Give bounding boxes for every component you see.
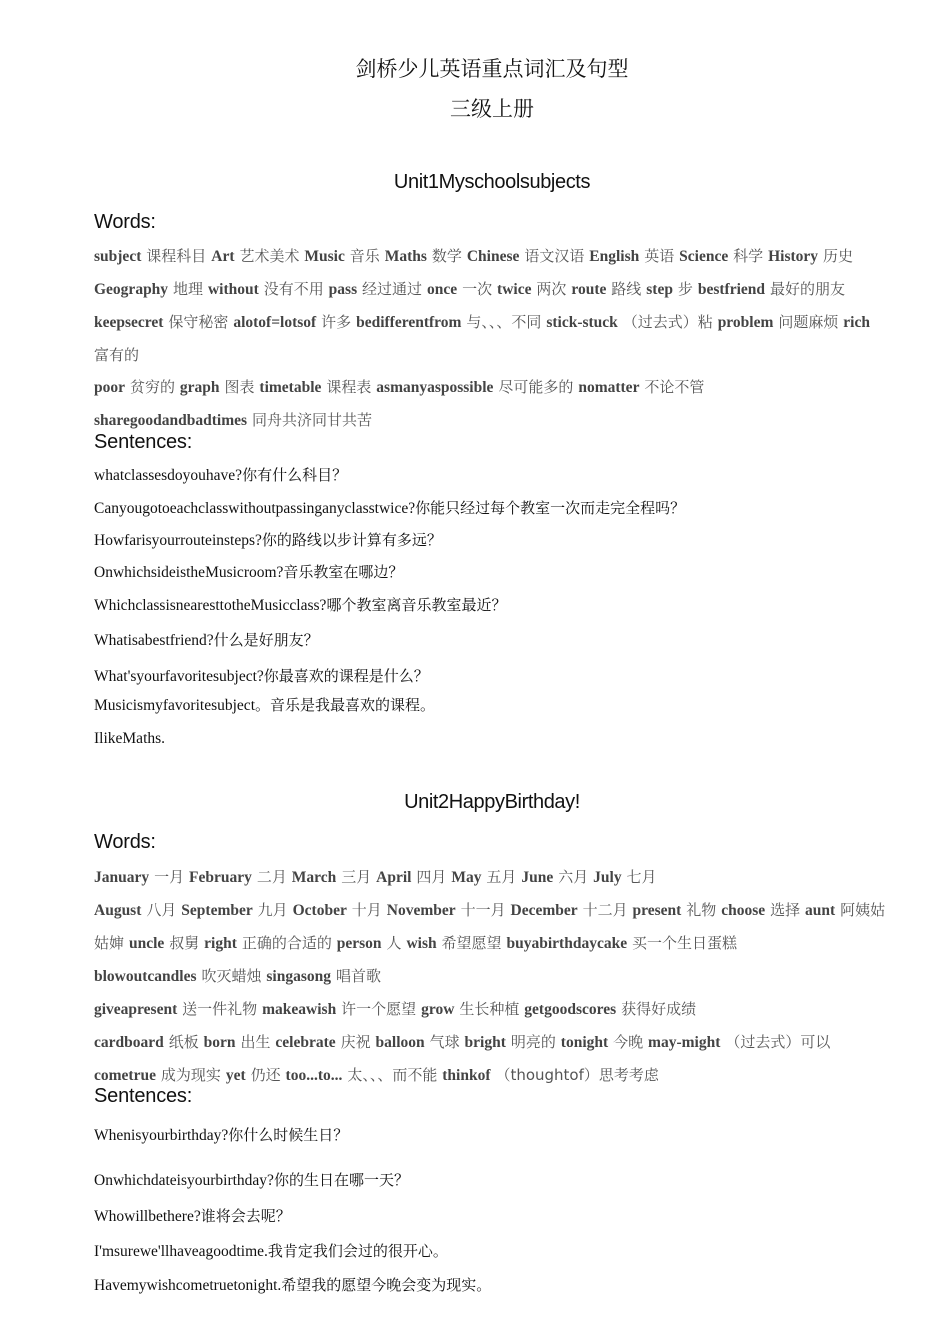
vocab-term: Science [679,248,729,265]
vocab-term: Chinese [466,248,520,265]
vocab-term: July [593,869,622,886]
vocab-meaning: 同舟共济同甘共苦 [251,411,372,429]
vocab-term: twice [497,281,532,298]
unit1-word-list [94,240,886,437]
vocab-term: Art [211,248,235,265]
vocab-meaning: 正确的合适的 [241,934,332,952]
vocab-term: rich [843,314,870,331]
vocab-meaning: 音乐 [349,247,380,265]
sentence-english: Canyougotoeachclasswithoutpassinganyclasstwice? [94,500,416,517]
vocab-meaning: 庆祝 [340,1033,371,1051]
sentence-line [94,529,894,550]
sentence-english: Whenisyourbirthday? [94,1127,229,1144]
vocab-term: September [181,902,253,919]
sentence-chinese: 什么是好朋友？ [213,631,319,649]
vocab-term: April [376,869,412,886]
vocab-term: problem [717,314,774,331]
vocab-meaning: 语文汉语 [524,247,585,265]
vocab-meaning: 尽可能多的 [498,378,574,396]
vocab-meaning: 六月 [558,868,589,886]
vocab-meaning: 两次 [536,280,567,298]
vocab-term: Music [304,248,345,265]
sentence-chinese: 你有什么科目？ [242,466,348,484]
sentence-line [94,464,894,485]
vocab-meaning: （thoughtof）思考考虑 [495,1066,659,1084]
vocab-term: alotof=lotsof [233,314,317,331]
vocab-meaning: 送一件礼物 [182,1000,258,1018]
vocab-meaning: 人 [386,934,402,952]
vocab-meaning: 问题麻烦 [778,313,839,331]
vocab-term: uncle [128,935,165,952]
sentence-line [94,497,894,518]
sentence-english: Musicismyfavoritesubject [94,697,255,714]
vocab-term: bedifferentfrom [356,314,462,331]
vocab-meaning: 许多 [321,313,352,331]
sentence-line [94,729,894,748]
vocab-term: person [336,935,382,952]
sentence-english: Howfarisyourrouteinsteps? [94,532,262,549]
vocab-meaning: 富有的 [94,346,140,364]
word-paragraph [94,960,886,993]
document-title: 剑桥少儿英语重点词汇及句型 [355,57,629,81]
vocab-term: October [292,902,347,919]
vocab-term: without [207,281,259,298]
sentence-chinese: 你什么时候生日？ [228,1126,349,1144]
vocab-meaning: 四月 [416,868,447,886]
vocab-meaning: 历史 [823,247,854,265]
vocab-term: yet [225,1067,246,1084]
vocab-meaning: 三月 [341,868,372,886]
word-paragraph [94,861,886,894]
sentence-english: whatclassesdoyouhave? [94,467,243,484]
vocab-meaning: 课程表 [326,378,372,396]
unit1-words-heading: Words: [94,211,156,233]
vocab-meaning: 纸板 [168,1033,199,1051]
vocab-term: sharegoodandbadtimes [94,412,248,429]
vocab-term: present [632,902,682,919]
vocab-meaning: 九月 [257,901,288,919]
vocab-term: February [189,869,252,886]
vocab-meaning: 经过通过 [362,280,423,298]
sentence-chinese: 你能只经过每个教室一次而走完全程吗？ [415,499,686,517]
sentence-line [94,561,894,582]
vocab-term: nomatter [578,379,640,396]
word-paragraph [94,1026,886,1059]
sentence-english: IlikeMaths. [94,730,166,747]
vocab-term: step [646,281,673,298]
vocab-meaning: 地理 [173,280,204,298]
vocab-meaning: 课程科目 [146,247,207,265]
vocab-term: Geography [94,281,169,298]
vocab-meaning: 选择 [770,901,801,919]
vocab-term: May [451,869,482,886]
vocab-term: subject [94,248,142,265]
vocab-meaning: （过去式）可以 [725,1033,831,1051]
vocab-term: makeawish [262,1001,337,1018]
vocab-meaning: 数学 [431,247,462,265]
vocab-term: grow [421,1001,455,1018]
sentence-line [94,1169,894,1190]
vocab-meaning: 获得好成绩 [621,1000,697,1018]
vocab-term: Maths [384,248,427,265]
vocab-meaning: 路线 [611,280,642,298]
vocab-meaning: 二月 [256,868,287,886]
vocab-term: cometrue [94,1067,156,1084]
vocab-meaning: （过去式）粘 [622,313,713,331]
vocab-term: English [589,248,640,265]
unit1-sentences-heading: Sentences: [94,431,193,453]
sentence-line [94,629,894,650]
vocab-term: giveapresent [94,1001,178,1018]
vocab-meaning: 英语 [644,247,675,265]
sentence-english: I'msurewe'llhaveagoodtime. [94,1243,268,1260]
vocab-term: thinkof [442,1067,491,1084]
unit2-words-heading: Words: [94,831,156,853]
vocab-meaning: 生长种植 [459,1000,520,1018]
vocab-term: asmanyaspossible [376,379,494,396]
vocab-term: getgoodscores [524,1001,617,1018]
vocab-meaning: 希望愿望 [441,934,502,952]
word-paragraph [94,404,886,437]
sentence-line [94,665,894,686]
vocab-meaning: 贫穷的 [129,378,175,396]
vocab-meaning: 太、、、而不能 [347,1066,438,1084]
vocab-meaning: 十一月 [460,901,506,919]
sentence-english: Havemywishcometruetonight. [94,1277,282,1294]
vocab-term: November [386,902,456,919]
sentence-line [94,594,894,615]
vocab-meaning: 出生 [240,1033,271,1051]
vocab-term: route [571,281,607,298]
vocab-term: poor [94,379,125,396]
vocab-term: celebrate [275,1034,336,1051]
vocab-meaning: 许一个愿望 [341,1000,417,1018]
vocab-meaning: 与、、、不同 [466,313,542,331]
sentence-line [94,1205,894,1226]
vocab-term: may-might [648,1034,721,1051]
vocab-meaning: 今晚 [613,1033,644,1051]
vocab-term: once [427,281,458,298]
vocab-meaning: 十二月 [582,901,628,919]
vocab-term: bestfriend [697,281,766,298]
sentence-english: OnwhichsideistheMusicroom? [94,564,284,581]
sentence-english: Onwhichdateisyourbirthday? [94,1172,274,1189]
vocab-term: June [521,869,554,886]
vocab-meaning: 科学 [733,247,764,265]
sentence-chinese: 你的生日在哪一天？ [273,1171,409,1189]
unit1-title: Unit1Myschoolsubjects [393,171,591,193]
sentence-line [94,1240,894,1261]
vocab-meaning: 一月 [154,868,185,886]
vocab-term: March [291,869,337,886]
vocab-term: blowoutcandles [94,968,197,985]
sentence-english: Whowillbethere? [94,1208,201,1225]
vocab-meaning: 吹灭蜡烛 [201,967,262,985]
word-paragraph [94,993,886,1026]
vocab-term: January [94,869,150,886]
unit2-word-list [94,861,886,1092]
unit2-sentences-heading: Sentences: [94,1085,193,1107]
sentence-chinese: 我肯定我们会过的很开心。 [267,1242,448,1260]
sentence-chinese: 音乐教室在哪边？ [283,563,404,581]
vocab-term: December [510,902,578,919]
word-paragraph [94,371,886,404]
vocab-term: August [94,902,142,919]
sentence-chinese: 谁将会去呢？ [200,1207,291,1225]
sentence-english: What'syourfavoritesubject? [94,668,264,685]
vocab-term: buyabirthdaycake [506,935,628,952]
vocab-term: singasong [266,968,332,985]
sentence-chinese: 希望我的愿望今晚会变为现实。 [281,1276,492,1294]
vocab-term: keepsecret [94,314,164,331]
vocab-term: wish [406,935,437,952]
vocab-meaning: 成为现实 [160,1066,221,1084]
vocab-term: cardboard [94,1034,164,1051]
vocab-meaning: 八月 [146,901,177,919]
sentence-chinese: 。音乐是我最喜欢的课程。 [255,696,436,714]
word-paragraph [94,1059,886,1092]
vocab-meaning: 步 [677,280,693,298]
vocab-term: right [204,935,237,952]
vocab-meaning: 七月 [626,868,657,886]
vocab-meaning: 五月 [486,868,517,886]
vocab-term: too...to... [285,1067,343,1084]
vocab-meaning: 十月 [351,901,382,919]
sentence-chinese: 哪个教室离音乐教室最近？ [326,596,507,614]
word-paragraph [94,894,886,960]
vocab-meaning: 一次 [462,280,493,298]
vocab-meaning: 叔舅 [169,934,200,952]
vocab-meaning: 明亮的 [510,1033,556,1051]
vocab-meaning: 保守秘密 [168,313,229,331]
vocab-meaning: 礼物 [686,901,717,919]
vocab-term: bright [464,1034,506,1051]
vocab-term: choose [721,902,766,919]
vocab-term: stick-stuck [546,314,618,331]
vocab-meaning: 图表 [224,378,255,396]
vocab-term: timetable [259,379,322,396]
sentence-line [94,1274,894,1295]
unit2-title: Unit2HappyBirthday! [404,791,580,813]
vocab-meaning: 仍还 [250,1066,281,1084]
sentence-line [94,1124,894,1145]
sentence-english: Whatisabestfriend? [94,632,214,649]
vocab-term: graph [179,379,220,396]
vocab-meaning: 没有不用 [263,280,324,298]
vocab-meaning: 买一个生日蛋糕 [632,934,738,952]
sentence-english: WhichclassisnearesttotheMusicclass? [94,597,327,614]
vocab-meaning: 气球 [429,1033,460,1051]
vocab-meaning: 阿姨姑姑婶 [94,901,886,952]
sentence-chinese: 你的路线以步计算有多远？ [261,531,442,549]
vocab-meaning: 不论不管 [644,378,705,396]
vocab-term: tonight [560,1034,609,1051]
vocab-term: aunt [805,902,836,919]
document-subtitle: 三级上册 [450,97,534,121]
vocab-term: balloon [375,1034,425,1051]
vocab-meaning: 艺术美术 [239,247,300,265]
word-paragraph [94,240,886,371]
vocab-term: pass [328,281,358,298]
sentence-chinese: 你最喜欢的课程是什么？ [263,667,429,685]
vocab-meaning: 唱首歌 [335,967,381,985]
vocab-meaning: 最好的朋友 [769,280,845,298]
vocab-term: History [768,248,819,265]
vocab-term: born [203,1034,236,1051]
sentence-line [94,694,894,715]
